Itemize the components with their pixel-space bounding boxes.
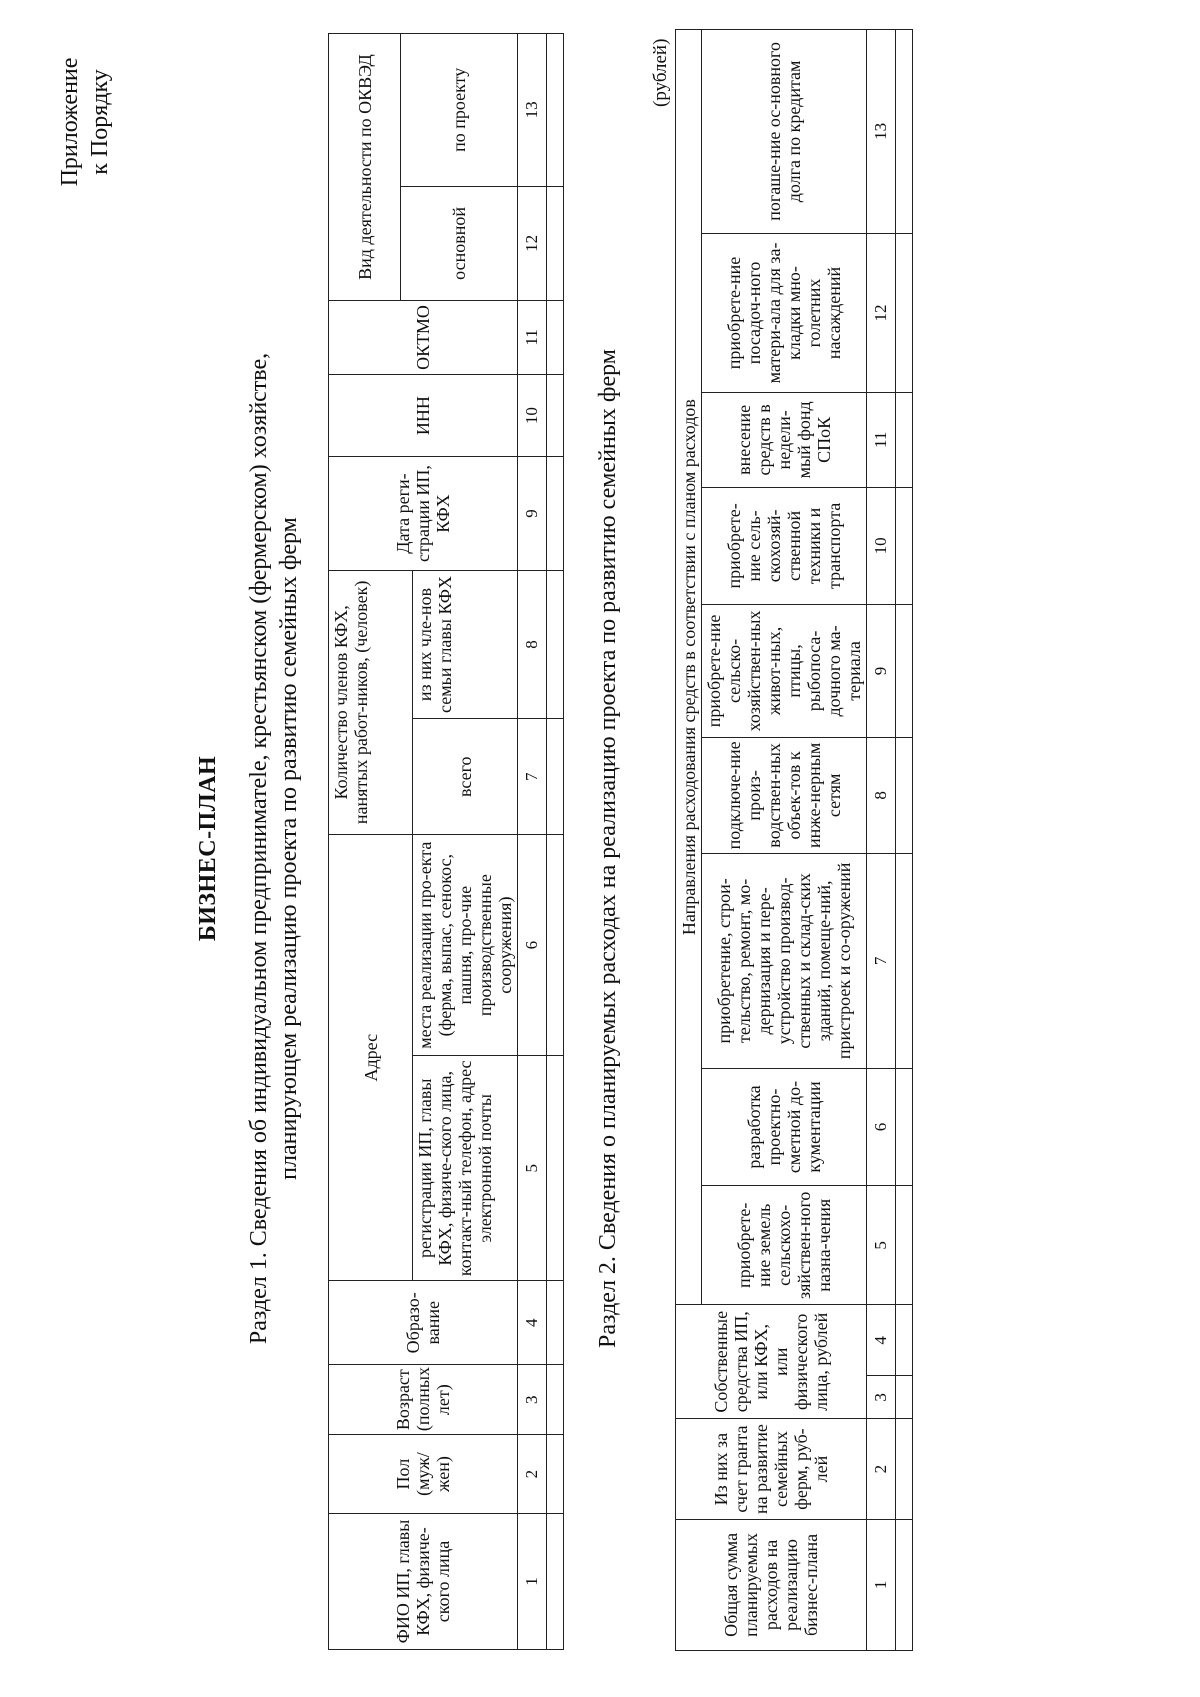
- col-number: 10: [867, 487, 896, 605]
- document-title: БИЗНЕС-ПЛАН: [195, 755, 221, 942]
- header-grant: Из них за счет гранта на развитие семейных ферм, руб-лей: [676, 1419, 867, 1520]
- col-number: 2: [518, 1435, 547, 1514]
- empty-cell[interactable]: [896, 737, 913, 853]
- header-age: Возраст (полных лет): [329, 1365, 518, 1435]
- header-dir-build: приобретение, строи-тельство, ремонт, мо-дернизация и пере-устройство производ-ственных и склад-ских зданий, помеще-ний, пристроек и со-оружений: [702, 854, 867, 1069]
- empty-cell[interactable]: [896, 1376, 913, 1419]
- col-number: 3: [867, 1376, 896, 1419]
- header-okved-main: основной: [401, 186, 518, 300]
- empty-cell[interactable]: [547, 457, 564, 570]
- col-number: 6: [867, 1068, 896, 1186]
- header-address: Адрес: [329, 835, 413, 1281]
- header-own-funds: Собственные средства ИП, или КФХ, или физического лица, рублей: [676, 1305, 867, 1419]
- unit-label: (рублей): [650, 38, 671, 107]
- appendix-line-2: к Порядку: [87, 69, 113, 175]
- col-number: 5: [867, 1186, 896, 1305]
- col-number: 11: [867, 393, 896, 487]
- header-okved-project: по проекту: [401, 34, 518, 187]
- empty-cell[interactable]: [896, 487, 913, 605]
- appendix-note: [55, 37, 115, 207]
- section2-title: Раздел 2. Сведения о планируемых расходах на реализацию проекта по развитию семейных ферм: [595, 349, 621, 1348]
- empty-cell[interactable]: [547, 835, 564, 1056]
- empty-cell[interactable]: [547, 301, 564, 375]
- header-members-family: из них чле-нов семьи главы КФХ: [413, 570, 518, 719]
- empty-cell[interactable]: [896, 30, 913, 234]
- col-number: 9: [518, 457, 547, 570]
- empty-cell[interactable]: [896, 393, 913, 487]
- header-members: Количество членов КФХ, нанятых работ-ников, (человек): [329, 570, 413, 834]
- empty-cell[interactable]: [896, 1419, 913, 1520]
- empty-cell[interactable]: [547, 1435, 564, 1514]
- col-number: 12: [518, 186, 547, 300]
- col-number: 2: [867, 1419, 896, 1520]
- header-oktmo: ОКТМО: [329, 301, 518, 375]
- col-number: 12: [867, 233, 896, 392]
- col-number: 13: [867, 30, 896, 234]
- col-number: 8: [867, 737, 896, 853]
- empty-cell[interactable]: [547, 719, 564, 835]
- header-total: Общая сумма планируемых расходов на реализацию бизнес-плана: [676, 1519, 867, 1650]
- header-members-total: всего: [413, 719, 518, 835]
- col-number: 1: [867, 1519, 896, 1650]
- header-dir-machinery: приобрете-ние сель-скохозяй-ственной техники и транспорта: [702, 487, 867, 605]
- empty-cell[interactable]: [896, 854, 913, 1069]
- section2-number-row: [867, 30, 896, 1651]
- col-number: 7: [867, 854, 896, 1069]
- empty-cell[interactable]: [896, 1068, 913, 1186]
- col-number: 3: [518, 1365, 547, 1435]
- header-education: Образо-вание: [329, 1281, 518, 1365]
- col-number: 4: [867, 1305, 896, 1376]
- empty-cell[interactable]: [896, 1186, 913, 1305]
- col-number: 1: [518, 1513, 547, 1649]
- col-number: 8: [518, 570, 547, 719]
- empty-cell[interactable]: [547, 1056, 564, 1281]
- col-number: 6: [518, 835, 547, 1056]
- empty-cell[interactable]: [896, 605, 913, 737]
- empty-cell[interactable]: [896, 1305, 913, 1376]
- header-address-project: места реализации про-екта (ферма, выпас, сенокос, пашня, про-чие производственные сооружения): [413, 835, 518, 1056]
- section1-title: [244, 0, 304, 1697]
- header-inn: ИНН: [329, 374, 518, 457]
- header-dir-planting: приобрете-ние посадоч-ного матери-ала для за-кладки мно-голетних насаждений: [702, 233, 867, 392]
- header-dir-land: приобрете-ние земель сельскохо-зяйствен-ного назна-чения: [702, 1186, 867, 1305]
- header-gender: Пол (муж/жен): [329, 1435, 518, 1514]
- empty-cell[interactable]: [547, 374, 564, 457]
- section2-table: [675, 29, 913, 1651]
- empty-cell[interactable]: [547, 186, 564, 300]
- section1-empty-row: [547, 34, 564, 1650]
- appendix-line-1: Приложение: [57, 57, 83, 187]
- empty-cell[interactable]: [896, 1519, 913, 1650]
- section1-table: [328, 33, 564, 1650]
- header-dir-animals: приобрете-ние сельско-хозяйствен-ных живот-ных, птицы, рыбопоса-дочного ма-териала: [702, 605, 867, 737]
- col-number: 5: [518, 1056, 547, 1281]
- empty-cell[interactable]: [547, 1365, 564, 1435]
- header-dir-fund: внесение средств в недели-мый фонд СПоК: [702, 393, 867, 487]
- header-dir-design: разработка проектно-сметной до-кументации: [702, 1068, 867, 1186]
- header-reg-date: Дата реги-страции ИП, КФХ: [329, 457, 518, 570]
- section1-number-row: [518, 34, 547, 1650]
- header-fio: ФИО ИП, главы КФХ, физиче-ского лица: [329, 1513, 518, 1649]
- section2-empty-row: [896, 30, 913, 1651]
- header-okved: Вид деятельности по ОКВЭД: [329, 34, 401, 301]
- col-number: 11: [518, 301, 547, 375]
- empty-cell[interactable]: [547, 34, 564, 187]
- empty-cell[interactable]: [547, 1513, 564, 1649]
- empty-cell[interactable]: [547, 570, 564, 719]
- header-dir-connect: подключе-ние произ-водствен-ных объек-тов к инже-нерным сетям: [702, 737, 867, 853]
- empty-cell[interactable]: [896, 233, 913, 392]
- col-number: 9: [867, 605, 896, 737]
- header-dir-loans: погаше-ние ос-новного долга по кредитам: [702, 30, 867, 234]
- col-number: 4: [518, 1281, 547, 1365]
- header-address-registration: регистрации ИП, главы КФХ, физиче-ского лица, контакт-ный телефон, адрес электронной почты: [413, 1056, 518, 1281]
- section1-title-line-2: планирующем реализацию проекта по развитию семейных ферм: [276, 517, 302, 1180]
- header-directions: Направления расходования средств в соответствии с планом расходов: [676, 30, 702, 1305]
- col-number: 7: [518, 719, 547, 835]
- col-number: 13: [518, 34, 547, 187]
- empty-cell[interactable]: [547, 1281, 564, 1365]
- section1-title-line-1: Раздел 1. Сведения об индивидуальном предприниматele, крестьянском (фермерском) хозяйстве,: [246, 352, 272, 1345]
- col-number: 10: [518, 374, 547, 457]
